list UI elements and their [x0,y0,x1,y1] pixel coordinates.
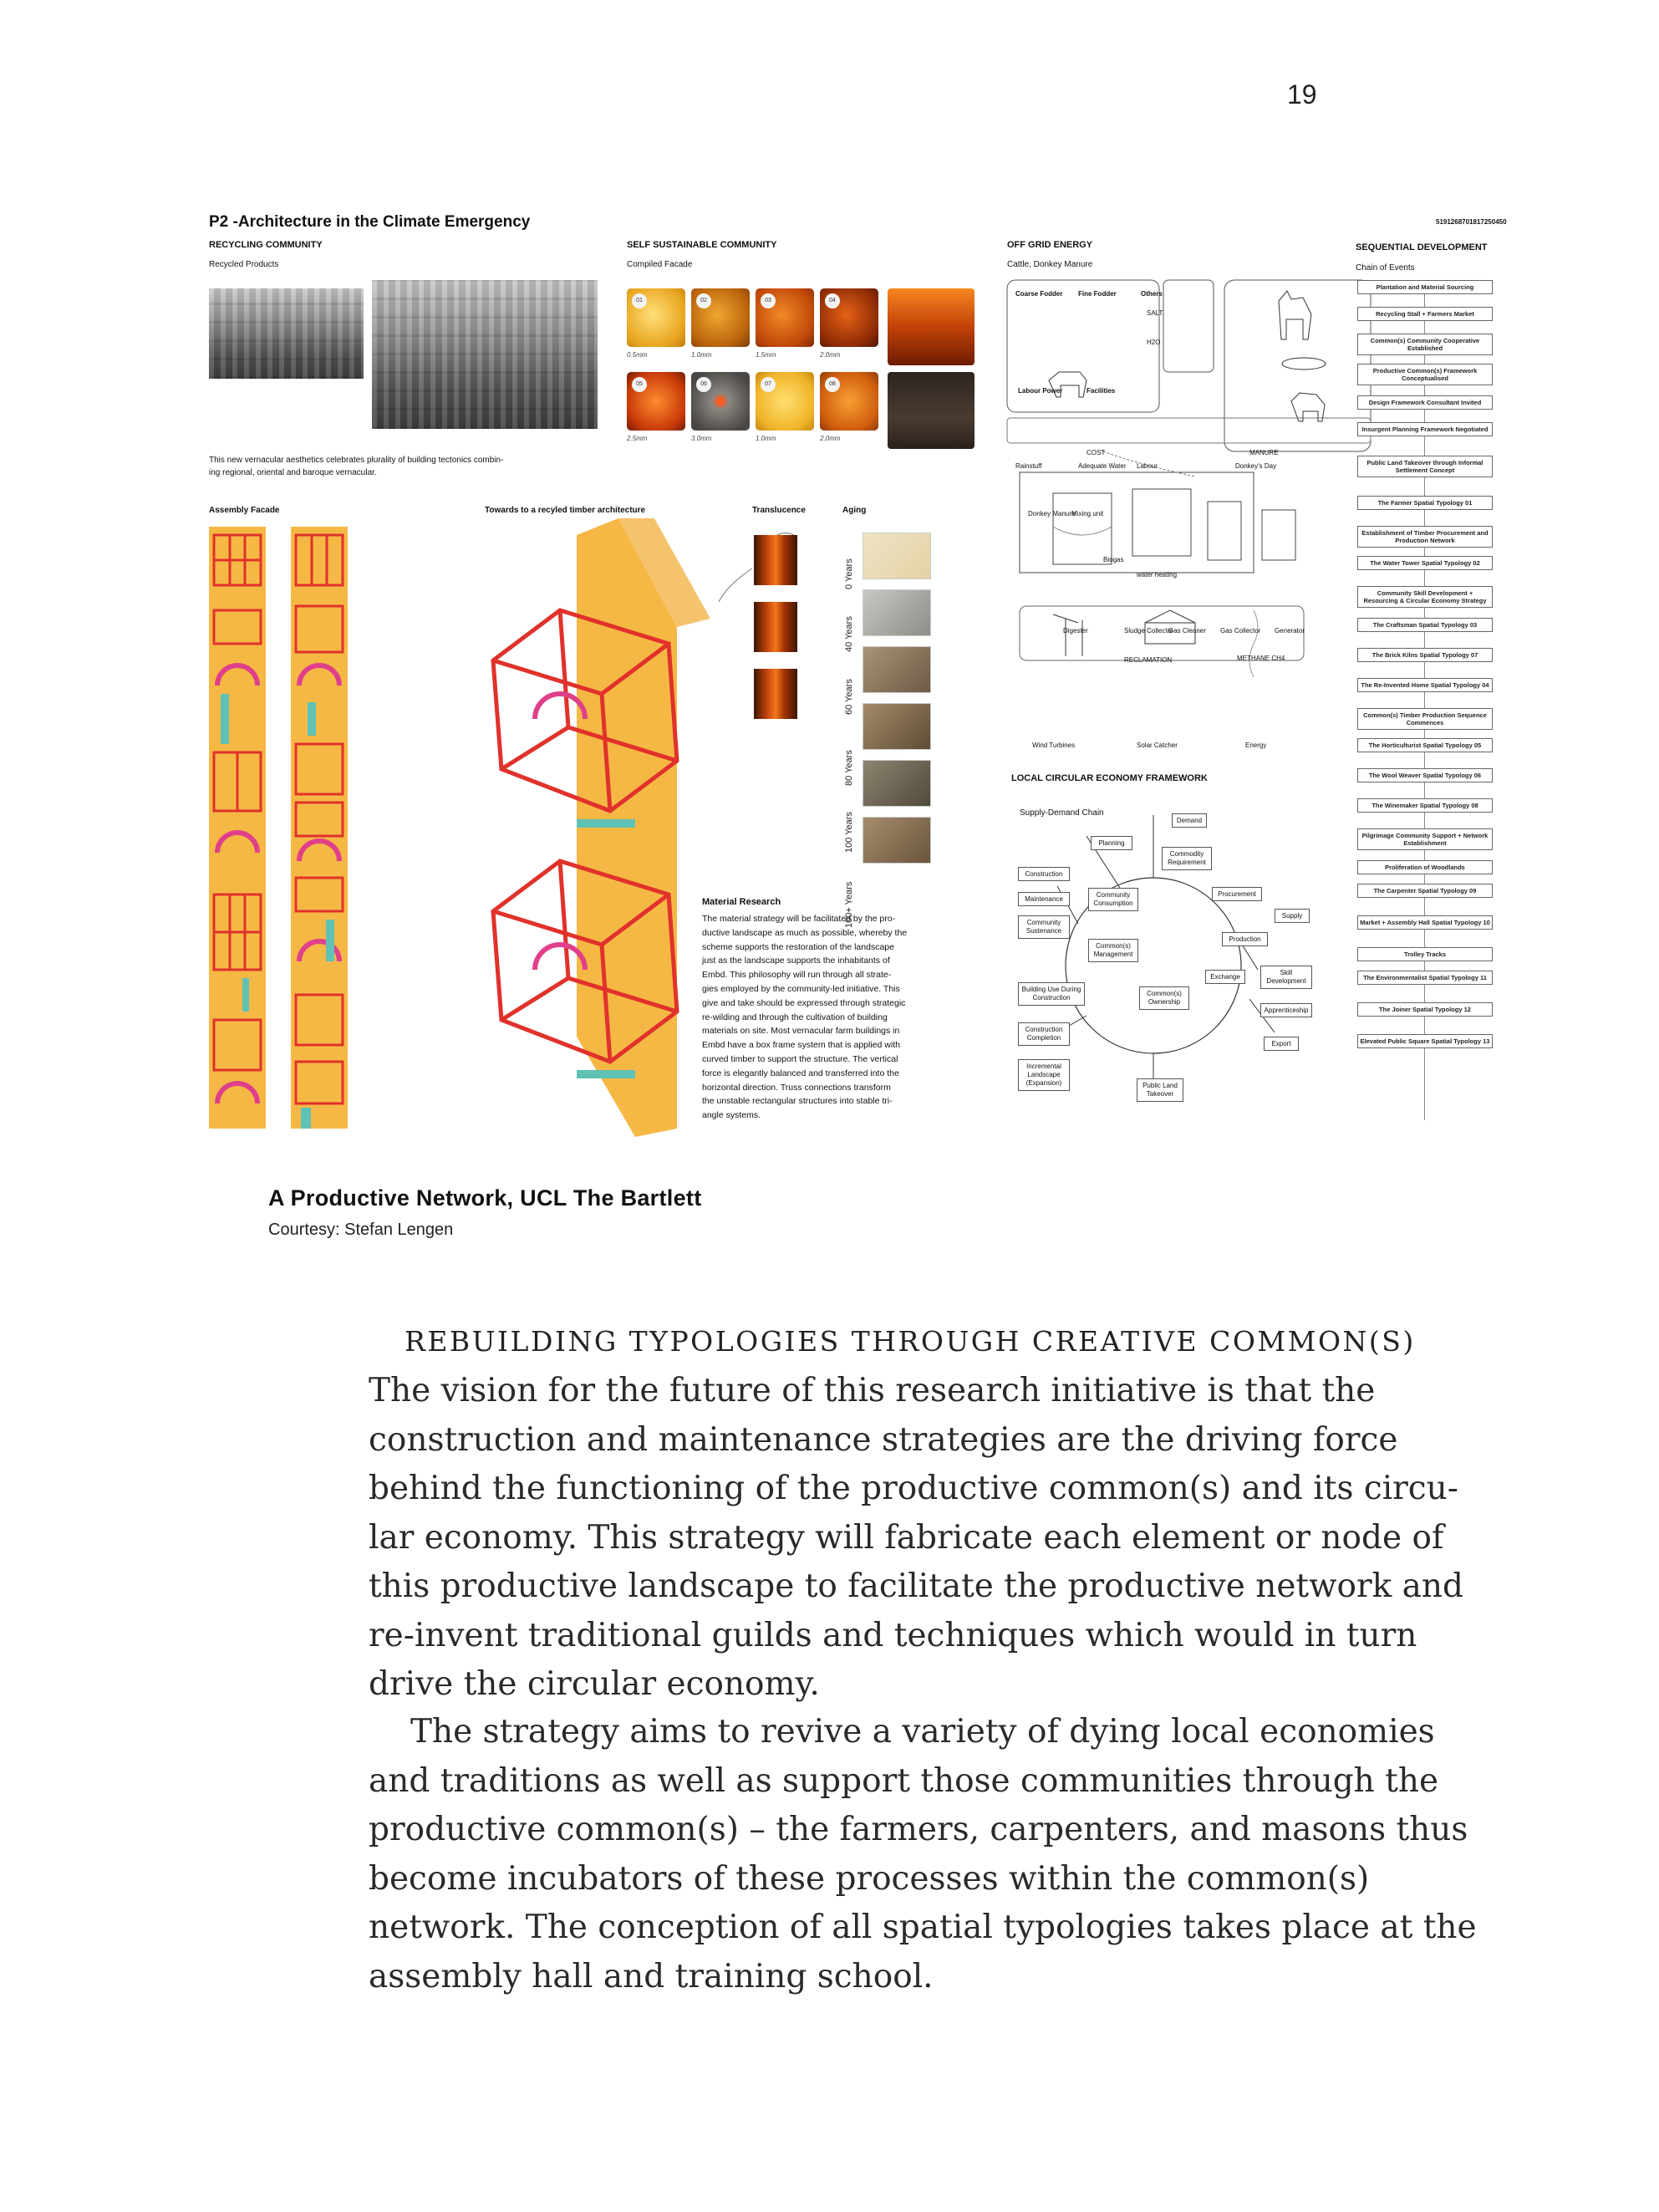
material-research-line: just as the landscape supports the inhabitants of [702,956,890,966]
node-building-use: Building Use During Construction [1018,982,1085,1006]
paragraph-line: and traditions as well as support those communities through the [369,1761,1439,1800]
framework-heading: LOCAL CIRCULAR ECONOMY FRAMEWORK [1011,773,1208,783]
aging-sample-tile [863,703,931,750]
paragraph-line: drive the circular economy. [369,1665,820,1703]
paragraph-line: re-invent traditional guilds and techniques which would in turn [369,1616,1417,1654]
node-procurement: Procurement [1212,887,1262,901]
off-grid-label-sludge: Sludge Collector [1124,627,1173,635]
assembly-facade-label: Assembly Facade [209,506,280,515]
off-grid-label-gas-collector: Gas Collector [1220,627,1261,635]
off-grid-label-biogas: Biogas [1103,556,1124,563]
tile-badge: 05 [632,377,647,392]
chain-event: Proliferation of Woodlands [1357,860,1493,874]
facade-tile [627,372,685,431]
facade-tile [627,288,685,347]
node-community-sustenance: Community Sustenance [1018,915,1070,939]
material-research-line: gies employed by the community-led initiative. This [702,983,900,994]
tile-caption: 0.5mm [627,351,648,359]
chain-event: Plantation and Material Sourcing [1357,280,1493,294]
off-grid-label-water: H2O [1147,339,1161,346]
facade-tile [691,372,750,431]
chain-event: Trolley Tracks [1357,947,1493,961]
node-exchange: Exchange [1205,970,1245,984]
tile-badge: 02 [696,293,711,308]
chain-event: The Environmentalist Spatial Typology 11 [1357,971,1493,985]
paragraph-line: The strategy aims to revive a variety of dying local economies [410,1713,1435,1751]
aging-sample-tile [863,817,931,864]
off-grid-label-methane: METHANE CH4 [1237,655,1285,662]
chain-event: Community Skill Development + Resourcing & Circular Economy Strategy [1357,586,1493,608]
chain-event: Design Framework Consultant Invited [1357,395,1493,410]
figure-caption-title: A Productive Network, UCL The Bartlett [268,1185,702,1210]
material-research-text [702,912,965,1123]
tile-badge: 04 [825,293,840,308]
node-commons-management: Common(s) Management [1088,939,1138,962]
chain-event: The Wool Weaver Spatial Typology 06 [1357,768,1493,782]
chain-event: Market + Assembly Hall Spatial Typology 10 [1357,915,1493,930]
aging-year-label: 60 Years [844,679,854,715]
node-export: Export [1264,1037,1299,1051]
tile-caption: 1.5mm [756,351,776,359]
off-grid-label-adequate-water: Adequate Water [1078,462,1127,470]
off-grid-label-solar: Solar Catcher [1137,742,1178,749]
off-grid-label-water-heating: water heating [1137,571,1178,578]
aging-sample-tile [863,589,931,636]
translucence-label: Translucence [752,506,806,515]
off-grid-label-digester: Digester [1063,627,1088,635]
recycling-note-line-2: ing regional, oriental and baroque vernacular. [209,468,377,477]
chain-event: The Winemaker Spatial Typology 08 [1357,798,1493,813]
paragraph-line: lar economy. This strategy will fabricate each element or node of [369,1518,1444,1557]
aging-sample-tile [863,646,931,693]
aging-year-label: 100+ Years [844,881,854,928]
translucence-tile [754,535,797,585]
chain-event: The Joiner Spatial Typology 12 [1357,1002,1493,1017]
material-research-line: horizontal direction. Truss connections transform [702,1082,891,1093]
off-grid-label-gas-cleaner: Gas Cleaner [1168,627,1206,635]
off-grid-label-labour: Labour [1137,462,1158,470]
tile-caption: 2.5mm [627,435,648,442]
facade-glow-photo [888,288,975,365]
facade-tile [691,288,750,347]
paragraph-line: network. The conception of all spatial typologies takes place at the [369,1909,1477,1946]
facade-tile [820,288,878,347]
paragraph-line: become incubators of these processes within the common(s) [369,1859,1370,1898]
tile-badge: 07 [761,377,776,392]
off-grid-heading: OFF GRID ENERGY [1007,240,1093,250]
page-number: 19 [1287,79,1317,110]
material-research-line: The material strategy will be facilitated by the pro- [702,914,896,924]
framework-sub: Supply-Demand Chain [1020,808,1104,818]
chain-event: The Carpenter Spatial Typology 09 [1357,884,1493,898]
node-maintenance: Maintenance [1018,892,1070,906]
material-research-line: Embd. This philosophy will run through all strate- [702,970,892,981]
off-grid-label-generator: Generator [1275,627,1305,635]
chain-event: The Craftsman Spatial Typology 03 [1357,618,1493,632]
recycled-building-photo-1 [209,288,364,379]
chain-event: Common(s) Community Cooperative Established [1357,334,1493,355]
node-supply: Supply [1275,909,1310,923]
body-paragraph-1 [369,1367,1530,1710]
off-grid-label-wind: Wind Turbines [1032,742,1076,749]
node-demand: Demand [1172,813,1207,828]
off-grid-label-energy: Energy [1245,742,1267,749]
material-research-heading: Material Research [702,897,781,907]
timber-label: Towards to a recyled timber architecture [485,506,646,515]
chain-event: Insurgent Planning Framework Negotiated [1357,422,1493,436]
tile-caption: 1.0mm [756,435,776,442]
tile-caption: 2.0mm [820,435,841,442]
aging-year-label: 0 Years [844,558,854,589]
node-incremental-landscape: Incremental Landscape (Expansion) [1018,1059,1070,1091]
material-research-line: the unstable rectangular structures into stable tri- [702,1096,893,1107]
recycling-sub: Recycled Products [209,260,279,269]
translucence-tile [754,669,797,719]
sequential-heading: SEQUENTIAL DEVELOPMENT [1356,242,1488,252]
facade-tile [756,372,814,431]
chain-event: Common(s) Timber Production Sequence Commences [1357,708,1493,730]
paragraph-line: behind the functioning of the productive common(s) and its circu- [369,1470,1458,1507]
aging-year-label: 40 Years [844,616,854,652]
paragraph-line: construction and maintenance strategies are the driving force [369,1420,1398,1459]
node-apprenticeship: Apprenticeship [1260,1003,1312,1017]
aging-year-label: 80 Years [844,750,854,786]
assembly-facade-drawing [209,527,376,1129]
figure-caption-credit: Courtesy: Stefan Lengen [268,1221,454,1239]
aging-year-label: 100 Years [844,812,854,853]
facade-tile [820,372,878,431]
off-grid-label-cost: COST [1086,449,1106,456]
tile-caption: 2.0mm [820,351,841,359]
recycled-building-photo-2 [372,280,598,429]
chain-event: Pilgrimage Community Support + Network Establishment [1357,828,1493,850]
translucence-tile [754,602,797,652]
poster-code: 5191268701817250450 [1436,218,1507,226]
poster-title: P2 -Architecture in the Climate Emergency [209,213,531,231]
node-commons-ownership: Common(s) Ownership [1139,986,1189,1010]
off-grid-label-salt: SALT [1147,309,1163,317]
off-grid-sub: Cattle, Donkey Manure [1007,260,1093,269]
aging-sample-tile [863,533,931,579]
chain-event: Recycling Stall + Farmers Market [1357,307,1493,321]
tile-caption: 1.0mm [691,351,712,359]
facade-tile [756,288,814,347]
chain-event: The Horticulturist Spatial Typology 05 [1357,738,1493,752]
material-research-line: force is elegantly balanced and transferred into the [702,1068,899,1078]
chain-event: The Re-Invented Home Spatial Typology 04 [1357,678,1493,692]
self-sustainable-sub: Compiled Facade [627,260,693,269]
off-grid-label-facilities: Facilities [1086,387,1116,395]
off-grid-label-rainstuff: Rainstuff [1015,462,1042,470]
material-research-line: materials on site. Most vernacular farm buildings in [702,1026,900,1037]
chain-event: Public Land Takeover through Informal Settlement Concept [1357,456,1493,477]
material-research-line: give and take should be expressed through strategic [702,997,906,1008]
node-commodity-requirement: Commodity Requirement [1162,847,1212,870]
tile-badge: 08 [825,377,840,392]
material-research-line: re-wilding and through the cultivation of building [702,1012,888,1022]
paragraph-line: assembly hall and training school. [369,1957,934,1995]
off-grid-label-manure: MANURE [1249,449,1279,456]
section-heading: REBUILDING TYPOLOGIES THROUGH CREATIVE COMMON(S) [405,1325,1416,1358]
paragraph-line: this productive landscape to facilitate the productive network and [369,1567,1463,1605]
tile-caption: 3.0mm [691,435,712,442]
figure-poster [209,213,1513,1137]
node-planning: Planning [1091,836,1132,850]
node-construction-completion: Construction Completion [1018,1022,1070,1046]
chain-event: Productive Common(s) Framework Conceptualised [1357,364,1493,385]
off-grid-label-donkey-day: Donkey's Day [1235,462,1277,470]
chain-event: The Water Tower Spatial Typology 02 [1357,556,1493,570]
self-sustainable-heading: SELF SUSTAINABLE COMMUNITY [627,240,777,250]
recycling-heading: RECYCLING COMMUNITY [209,240,323,250]
node-public-land-takeover: Public Land Takeover [1137,1078,1183,1102]
off-grid-label-mixing-unit: Mixing unit [1071,510,1104,517]
material-research-line: curved timber to support the structure. The vertical [702,1053,898,1064]
material-research-line: ductive landscape as much as possible, whereby the [702,927,908,938]
recycling-note-line-1: This new vernacular aesthetics celebrates plurality of building tectonics combin- [209,456,504,465]
node-production: Production [1222,932,1268,946]
material-research-line: Embd have a box frame system that is applied with [702,1040,900,1051]
off-grid-label-fodder: Coarse Fodder [1015,290,1063,298]
material-research-line: angle systems. [702,1110,761,1121]
tile-badge: 03 [761,293,776,308]
chain-of-events [1357,280,1499,1116]
chain-event: Elevated Public Square Spatial Typology 13 [1357,1034,1493,1048]
node-community-consumption: Community Consumption [1088,888,1138,911]
tile-badge: 06 [696,377,711,392]
material-research-line: scheme supports the restoration of the landscape [702,941,894,952]
paragraph-line: productive common(s) – the farmers, carpenters, and masons thus [369,1811,1468,1848]
paragraph-line: The vision for the future of this research initiative is that the [369,1372,1376,1409]
aging-label: Aging [842,506,867,515]
chain-event: The Farmer Spatial Typology 01 [1357,496,1493,510]
body-paragraph-2 [369,1708,1530,2001]
off-grid-label-donkey-manure: Donkey Manure [1028,510,1076,517]
facade-dark-photo [888,372,975,449]
node-skill-development: Skill Development [1260,966,1312,989]
off-grid-label-reclamation: RECLAMATION [1124,656,1173,664]
chain-event: Establishment of Timber Procurement and Production Network [1357,526,1493,548]
off-grid-label-fine-fodder: Fine Fodder [1078,290,1117,298]
chain-event: The Brick Kilns Spatial Typology 07 [1357,648,1493,662]
node-construction: Construction [1018,867,1070,881]
tile-badge: 01 [632,293,647,308]
aging-sample-tile [863,760,931,807]
sequential-sub: Chain of Events [1356,263,1415,273]
off-grid-label-others: Others [1141,290,1163,298]
off-grid-label-labour-power: Labour Power [1018,387,1063,395]
